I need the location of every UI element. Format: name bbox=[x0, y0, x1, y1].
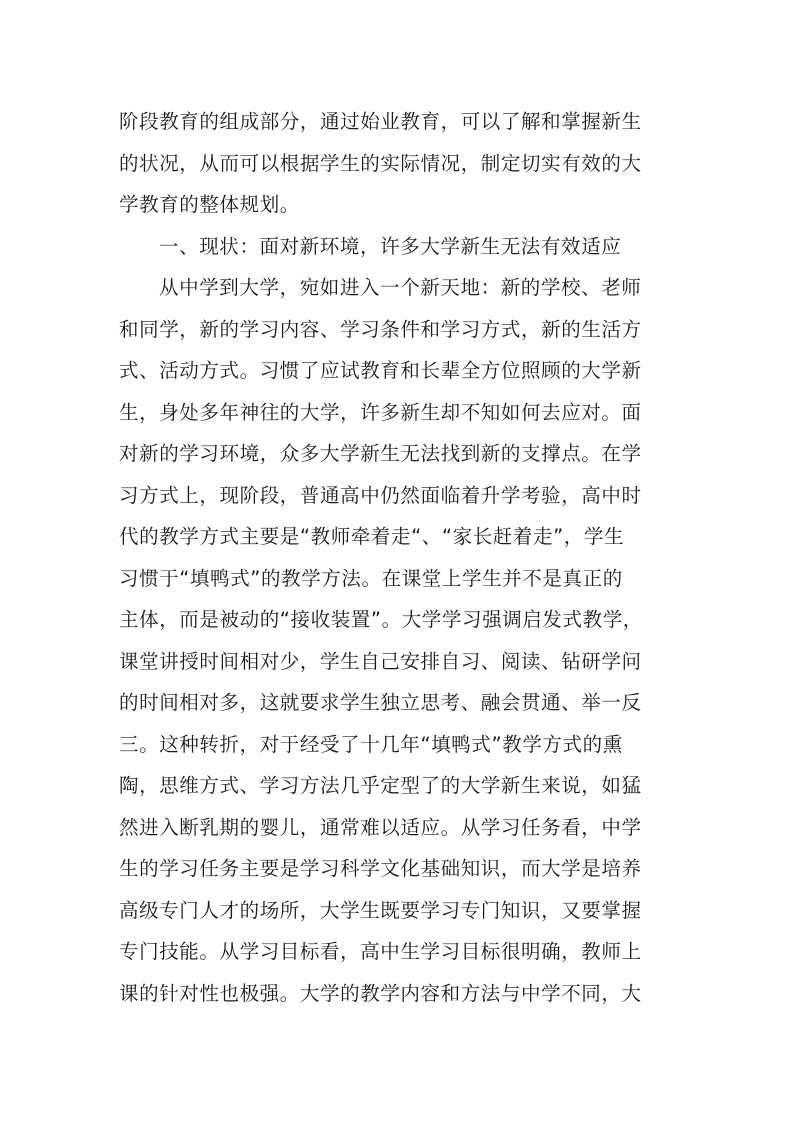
body-text bbox=[119, 101, 679, 1014]
paragraph-first-line: 从中学到大学，宛如进入一个新天地：新的学校、老师 bbox=[159, 276, 642, 299]
text-line: 课的针对性也极强。大学的教学内容和方法与中学不同，大 bbox=[119, 981, 642, 1005]
text-line: 课堂讲授时间相对少，学生自己安排自习、阅读、钻研学问 bbox=[119, 649, 642, 673]
text-line: 的状况，从而可以根据学生的实际情况，制定切实有效的大 bbox=[119, 151, 642, 175]
section-heading: 一、现状：面对新环境，许多大学新生无法有效适应 bbox=[159, 234, 622, 258]
text-line: 对新的学习环境，众多大学新生无法找到新的支撑点。在学 bbox=[119, 442, 642, 465]
text-line: 生，身处多年神往的大学，许多新生却不知如何去应对。面 bbox=[119, 400, 642, 424]
text-line: 代的教学方式主要是“教师牵着走“、“家长赶着走”，学生 bbox=[119, 525, 625, 548]
text-line: 阶段教育的组成部分，通过始业教育，可以了解和掌握新生 bbox=[119, 110, 642, 133]
text-line: 习方式上，现阶段，普通高中仍然面临着升学考验，高中时 bbox=[119, 483, 642, 507]
text-line: 的时间相对多，这就要求学生独立思考、融会贯通、举一反 bbox=[119, 691, 642, 714]
text-line: 式、活动方式。习惯了应试教育和长辈全方位照顾的大学新 bbox=[119, 359, 642, 382]
text-line: 学教育的整体规划。 bbox=[119, 193, 300, 216]
text-line: 和同学，新的学习内容、学习条件和学习方式，新的生活方 bbox=[119, 317, 642, 341]
text-line: 习惯于“填鸭式”的教学方法。在课堂上学生并不是真正的 bbox=[119, 566, 623, 590]
text-line: 主体，而是被动的“接收装置”。大学学习强调启发式教学， bbox=[119, 608, 643, 631]
text-line: 高级专门人才的场所，大学生既要学习专门知识，又要掌握 bbox=[119, 898, 642, 922]
text-line: 生的学习任务主要是学习科学文化基础知识，而大学是培养 bbox=[119, 857, 642, 880]
text-line: 然进入断乳期的婴儿，通常难以适应。从学习任务看，中学 bbox=[119, 815, 642, 839]
text-line: 陶，思维方式、学习方法几乎定型了的大学新生来说，如猛 bbox=[119, 774, 642, 797]
text-line: 三。这种转折，对于经受了十几年“填鸭式”教学方式的熏 bbox=[119, 732, 623, 756]
text-line: 专门技能。从学习目标看，高中生学习目标很明确，教师上 bbox=[119, 940, 642, 963]
